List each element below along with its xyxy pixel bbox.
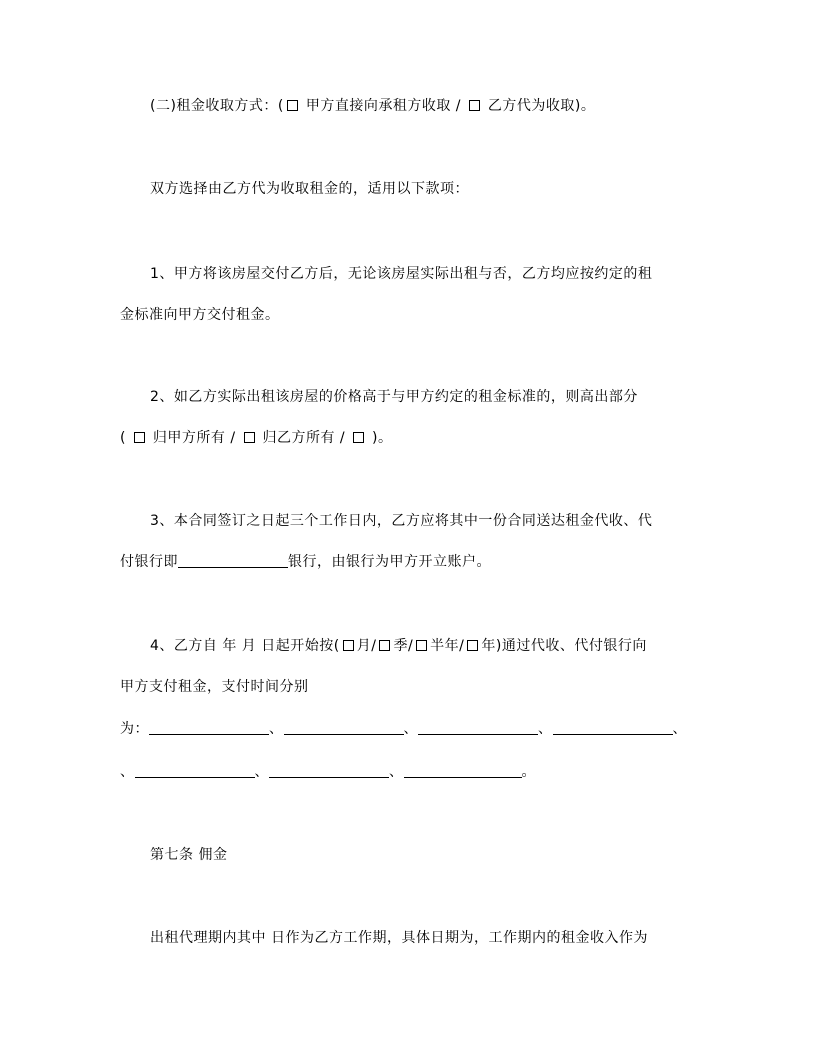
checkbox-icon[interactable] — [467, 640, 478, 651]
clause-4-line-3: 为： 、 、 、 、 — [120, 721, 687, 737]
clause-4-line-2: 甲方支付租金，支付时间分别 — [120, 679, 309, 695]
checkbox-icon[interactable] — [353, 432, 364, 443]
payment-date-blank[interactable] — [269, 763, 389, 778]
clause-1-line-1: 1、甲方将该房屋交付乙方后，无论该房屋实际出租与否，乙方均应按约定的租 — [150, 266, 653, 282]
checkbox-icon[interactable] — [343, 640, 354, 651]
clause-3-line-1: 3、本合同签订之日起三个工作日内，乙方应将其中一份合同送达租金代收、代 — [150, 513, 653, 529]
clause-4-line-4: 、 、 、 。 — [120, 764, 536, 780]
clause-3-line-2: 付银行即 银行，由银行为甲方开立账户。 — [120, 554, 491, 570]
payment-date-blank[interactable] — [284, 720, 404, 735]
checkbox-icon[interactable] — [469, 100, 480, 111]
payment-date-blank[interactable] — [149, 720, 269, 735]
payment-date-blank[interactable] — [404, 763, 522, 778]
clause-4-line-1: 4、乙方自 年 月 日起开始按( 月/ 季/ 半年/ 年)通过代收、代付银行向 — [150, 638, 647, 654]
clause-2-line-1: 2、如乙方实际出租该房屋的价格高于与甲方约定的租金标准的，则高出部分 — [150, 389, 638, 405]
clause-2-line-2: ( 归甲方所有 / 归乙方所有 / )。 — [120, 430, 393, 446]
payment-date-blank[interactable] — [418, 720, 538, 735]
checkbox-icon[interactable] — [287, 100, 298, 111]
checkbox-icon[interactable] — [379, 640, 390, 651]
article-7-heading: 第七条 佣金 — [150, 847, 228, 863]
rent-collection-method: (二)租金收取方式：( 甲方直接向承租方收取 / 乙方代为收取)。 — [150, 98, 596, 114]
checkbox-icon[interactable] — [134, 432, 145, 443]
bank-name-blank[interactable] — [178, 553, 288, 568]
checkbox-icon[interactable] — [244, 432, 255, 443]
payment-date-blank[interactable] — [553, 720, 673, 735]
article-7-line-1: 出租代理期内其中 日作为乙方工作期，具体日期为，工作期内的租金收入作为 — [150, 930, 648, 946]
checkbox-icon[interactable] — [416, 640, 427, 651]
clause-intro: 双方选择由乙方代为收取租金的，适用以下款项： — [150, 181, 469, 197]
clause-1-line-2: 金标准向甲方交付租金。 — [120, 307, 280, 323]
payment-date-blank[interactable] — [135, 763, 255, 778]
